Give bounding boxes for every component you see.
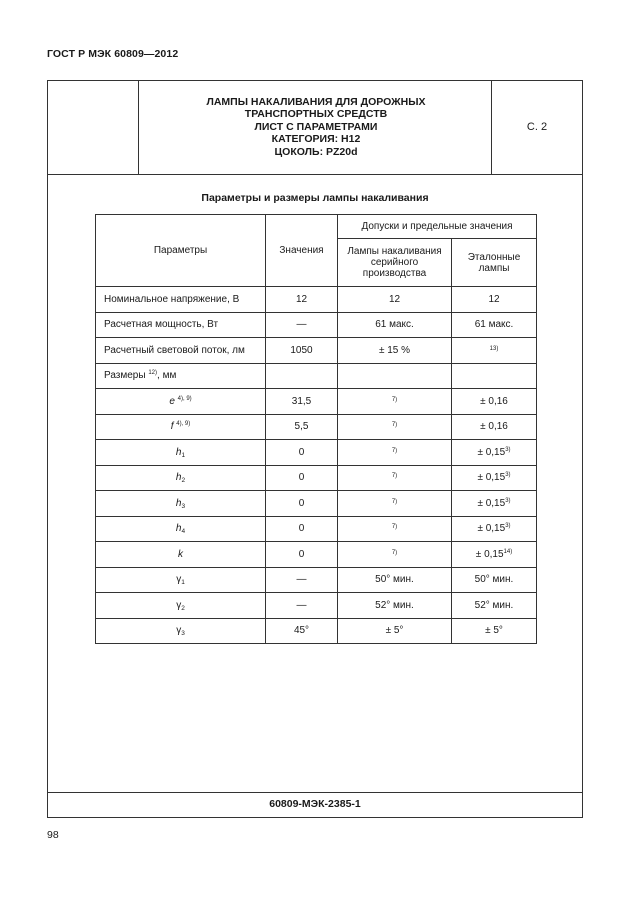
dimension-symbol: γ xyxy=(176,625,182,637)
reference-value: ± 0,15 xyxy=(477,472,506,484)
symbol-subscript: 1 xyxy=(181,451,186,459)
sheet-frame xyxy=(47,80,583,818)
dimension-symbol-cell xyxy=(96,465,266,491)
table-row xyxy=(96,567,537,593)
dimension-symbol: h xyxy=(175,446,182,458)
reference-cell xyxy=(452,465,537,491)
footnote-ref: 7) xyxy=(391,447,398,454)
reference-cell xyxy=(452,516,537,542)
table-row xyxy=(96,338,537,364)
reference-cell: ± 5° xyxy=(452,618,537,644)
param-label: Размеры xyxy=(104,370,146,382)
dimension-symbol: h xyxy=(175,472,182,484)
reference-cell: ± 0,16 xyxy=(452,389,537,415)
reference-cell: ± 0,16 xyxy=(452,414,537,440)
dimension-symbol: γ xyxy=(176,574,182,586)
reference-value: ± 0,15 xyxy=(475,548,504,560)
serial-cell: 52° мин. xyxy=(338,593,452,619)
dimension-symbol: h xyxy=(175,523,182,535)
sheet-title-block xyxy=(48,81,582,175)
header-tolerances: Допуски и предельные значения xyxy=(338,215,537,239)
value-cell: 31,5 xyxy=(266,389,338,415)
reference-cell xyxy=(452,338,537,364)
table-header-row xyxy=(96,215,537,239)
sheet-title-line: ЦОКОЛЬ: PZ20d xyxy=(274,145,358,158)
footnote-ref: 7) xyxy=(391,498,398,505)
footnote-ref: 13) xyxy=(489,345,499,352)
symbol-subscript: 1 xyxy=(181,579,185,587)
sheet-title-line: ТРАНСПОРТНЫХ СРЕДСТВ xyxy=(244,108,388,121)
reference-value: ± 0,15 xyxy=(477,497,506,509)
table-row xyxy=(96,542,537,568)
table-row xyxy=(96,491,537,517)
title-block-left-cell xyxy=(48,81,139,174)
dimension-symbol: h xyxy=(175,497,182,509)
page-number: 98 xyxy=(47,829,59,841)
dimension-symbol-cell xyxy=(96,389,266,415)
reference-cell xyxy=(452,491,537,517)
table-row xyxy=(96,593,537,619)
footnote-ref: 3) xyxy=(505,497,511,504)
table-row xyxy=(96,618,537,644)
param-cell: Расчетная мощность, Вт xyxy=(96,312,266,338)
serial-cell xyxy=(338,414,452,440)
serial-cell xyxy=(338,440,452,466)
dimension-symbol-cell xyxy=(96,516,266,542)
table-row xyxy=(96,389,537,415)
dimension-symbol-cell xyxy=(96,414,266,440)
header-serial: Лампы накаливания серийного производства xyxy=(338,239,452,287)
document-code: 60809-МЭК-2385-1 xyxy=(269,798,361,810)
param-cell: Расчетный световой поток, лм xyxy=(96,338,266,364)
symbol-subscript: 4 xyxy=(181,528,186,536)
serial-cell: 50° мин. xyxy=(338,567,452,593)
param-cell: Номинальное напряжение, В xyxy=(96,287,266,313)
table-row xyxy=(96,363,537,389)
dimension-symbol-cell xyxy=(96,618,266,644)
sheet-title-line: ЛИСТ С ПАРАМЕТРАМИ xyxy=(254,120,378,133)
serial-cell xyxy=(338,363,452,389)
reference-value: ± 0,15 xyxy=(477,523,506,535)
reference-cell: 50° мин. xyxy=(452,567,537,593)
table-row xyxy=(96,516,537,542)
footnote-ref: 14) xyxy=(503,548,513,555)
sheet-title-line: КАТЕГОРИЯ: Н12 xyxy=(271,133,361,146)
table-caption: Параметры и размеры лампы накаливания xyxy=(201,192,429,204)
param-cell xyxy=(96,363,266,389)
title-block-right-cell xyxy=(491,81,582,174)
value-cell: — xyxy=(266,593,338,619)
reference-cell xyxy=(452,440,537,466)
serial-cell xyxy=(338,465,452,491)
sheet-footer xyxy=(48,792,582,817)
dimension-symbol: γ xyxy=(176,599,182,611)
serial-cell xyxy=(338,491,452,517)
footnote-ref: 7) xyxy=(391,549,398,556)
value-cell: — xyxy=(266,567,338,593)
param-unit: , мм xyxy=(157,370,177,382)
footnote-ref: 3) xyxy=(505,523,511,530)
value-cell: 0 xyxy=(266,516,338,542)
table-row xyxy=(96,312,537,338)
footnote-ref: 3) xyxy=(505,472,511,479)
footnote-ref: 7) xyxy=(391,524,398,531)
header-parameters: Параметры xyxy=(96,215,266,287)
header-values: Значения xyxy=(266,215,338,287)
symbol-subscript: 3 xyxy=(181,630,185,638)
dimension-symbol: f xyxy=(170,421,174,433)
value-cell: 0 xyxy=(266,465,338,491)
table-row xyxy=(96,287,537,313)
reference-cell: 52° мин. xyxy=(452,593,537,619)
value-cell: 0 xyxy=(266,542,338,568)
serial-cell xyxy=(338,389,452,415)
header-reference: Эталонные лампы xyxy=(452,239,537,287)
symbol-subscript: 2 xyxy=(181,477,186,485)
table-row xyxy=(96,440,537,466)
parameters-table xyxy=(95,214,537,644)
reference-cell: 61 макс. xyxy=(452,312,537,338)
reference-cell xyxy=(452,363,537,389)
footnote-ref: 3) xyxy=(505,446,511,453)
value-cell: — xyxy=(266,312,338,338)
footnote-ref: 12) xyxy=(148,370,158,377)
serial-cell xyxy=(338,542,452,568)
serial-cell: 12 xyxy=(338,287,452,313)
value-cell: 0 xyxy=(266,440,338,466)
footnote-ref: 4), 9) xyxy=(177,395,192,402)
symbol-subscript: 2 xyxy=(181,604,185,612)
standard-header: ГОСТ Р МЭК 60809—2012 xyxy=(47,48,179,60)
sheet-title xyxy=(139,96,493,158)
serial-cell: ± 5° xyxy=(338,618,452,644)
reference-cell: 12 xyxy=(452,287,537,313)
value-cell: 5,5 xyxy=(266,414,338,440)
serial-cell xyxy=(338,516,452,542)
symbol-subscript: 3 xyxy=(181,502,186,510)
dimension-symbol-cell xyxy=(96,440,266,466)
reference-cell xyxy=(452,542,537,568)
value-cell: 12 xyxy=(266,287,338,313)
footnote-ref: 7) xyxy=(391,473,398,480)
dimension-symbol-cell xyxy=(96,593,266,619)
sheet-title-line: ЛАМПЫ НАКАЛИВАНИЯ ДЛЯ ДОРОЖНЫХ xyxy=(206,96,426,108)
serial-cell: 61 макс. xyxy=(338,312,452,338)
dimension-symbol: e xyxy=(169,395,175,407)
sheet-number: С. 2 xyxy=(526,121,548,133)
footnote-ref: 4), 9) xyxy=(176,421,191,428)
value-cell xyxy=(266,363,338,389)
dimension-symbol-cell xyxy=(96,567,266,593)
dimension-symbol-cell xyxy=(96,542,266,568)
value-cell: 1050 xyxy=(266,338,338,364)
dimension-symbol: k xyxy=(178,548,183,560)
table-row xyxy=(96,465,537,491)
table-row xyxy=(96,414,537,440)
footnote-ref: 7) xyxy=(391,396,398,403)
reference-value: ± 0,15 xyxy=(477,446,506,458)
value-cell: 0 xyxy=(266,491,338,517)
dimension-symbol-cell xyxy=(96,491,266,517)
serial-cell: ± 15 % xyxy=(338,338,452,364)
footnote-ref: 7) xyxy=(391,422,398,429)
value-cell: 45° xyxy=(266,618,338,644)
